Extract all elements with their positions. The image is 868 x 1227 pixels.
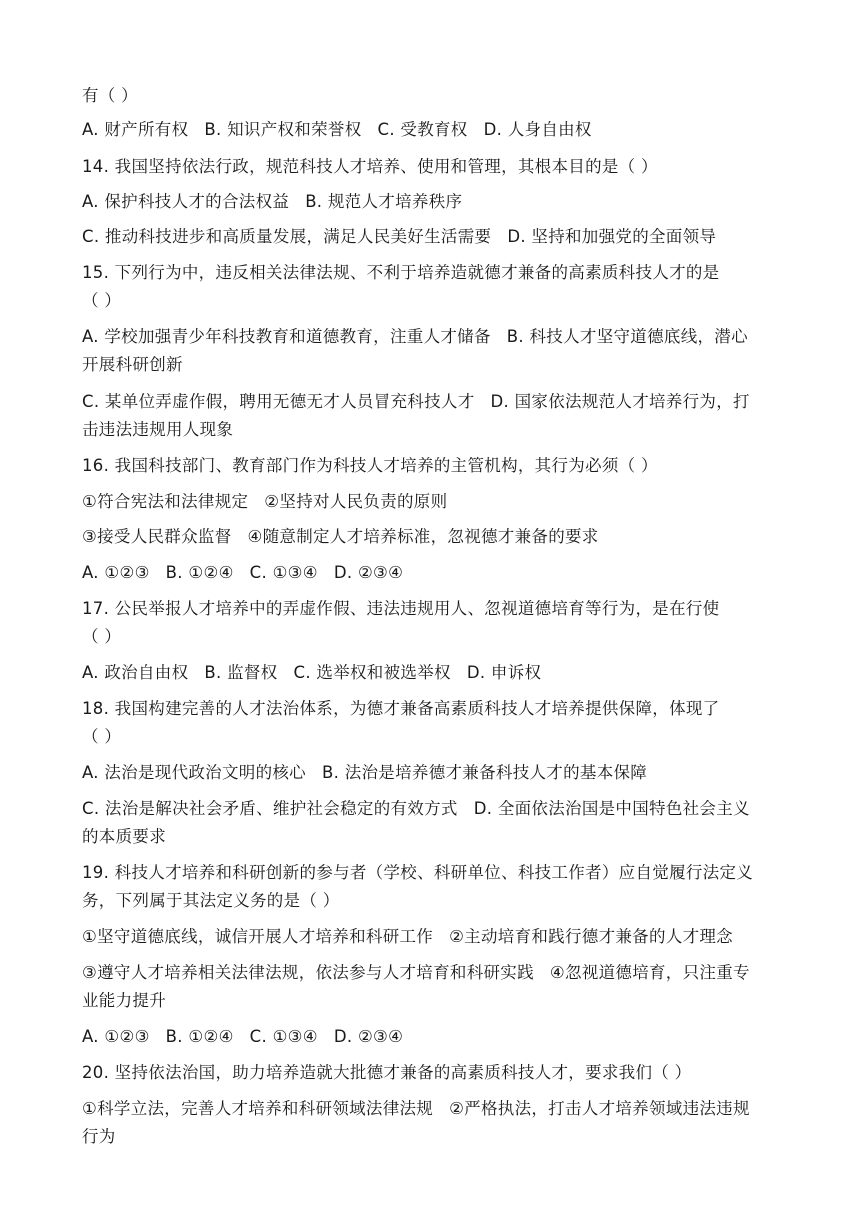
option-text: B. 规范人才培养秩序 bbox=[305, 192, 463, 211]
option-text: B. 知识产权和荣誉权 bbox=[204, 120, 362, 139]
option-text: A. 法治是现代政治文明的核心 bbox=[82, 763, 306, 782]
text-line: 18. 我国构建完善的人才法治体系，为德才兼备高素质科技人才培养提供保障，体现了 bbox=[82, 699, 720, 718]
option-text: ①符合宪法和法律规定 bbox=[82, 492, 249, 511]
text-line bbox=[82, 524, 792, 550]
text-line bbox=[82, 924, 792, 950]
option-text: ①科学立法，完善人才培养和科研领域法律法规 bbox=[82, 1099, 434, 1118]
text-line: 的本质要求 bbox=[82, 827, 166, 846]
option-text: A. 保护科技人才的合法权益 bbox=[82, 192, 290, 211]
text-line: 14. 我国坚持依法行政，规范科技人才培养、使用和管理，其根本目的是（ ） bbox=[82, 157, 658, 176]
option-text: ③遵守人才培养相关法律法规，依法参与人才培育和科研实践 bbox=[82, 963, 534, 982]
option-text: C. 某单位弄虚作假，聘用无德无才人员冒充科技人才 bbox=[82, 392, 475, 411]
option-text: C. ①③④ bbox=[249, 1027, 318, 1046]
text-line: 务，下列属于其法定义务的是（ ） bbox=[82, 891, 340, 910]
text-line: 15. 下列行为中，违反相关法律法规、不利于培养造就德才兼备的高素质科技人才的是 bbox=[82, 263, 720, 282]
text-line bbox=[82, 796, 792, 822]
text-line: 20. 坚持依法治国，助力培养造就大批德才兼备的高素质科技人才，要求我们（ ） bbox=[82, 1063, 692, 1082]
text-line: 有（ ） bbox=[82, 86, 138, 105]
option-text: ②坚持对人民负责的原则 bbox=[264, 492, 448, 511]
option-text: C. 推动科技进步和高质量发展，满足人民美好生活需要 bbox=[82, 227, 492, 246]
text-line: 19. 科技人才培养和科研创新的参与者（学校、科研单位、科技工作者）应自觉履行法定义 bbox=[82, 863, 754, 882]
option-text: B. 法治是培养德才兼备科技人才的基本保障 bbox=[322, 763, 648, 782]
text-line: 业能力提升 bbox=[82, 991, 166, 1010]
text-line bbox=[82, 560, 792, 586]
text-line bbox=[82, 117, 792, 143]
text-line: 开展科研创新 bbox=[82, 355, 183, 374]
text-line bbox=[82, 1096, 792, 1122]
option-text: C. 法治是解决社会矛盾、维护社会稳定的有效方式 bbox=[82, 799, 458, 818]
option-text: A. 学校加强青少年科技教育和道德教育，注重人才储备 bbox=[82, 327, 491, 346]
option-text: C. 选举权和被选举权 bbox=[293, 663, 451, 682]
option-text: A. 财产所有权 bbox=[82, 120, 189, 139]
option-text: D. 坚持和加强党的全面领导 bbox=[507, 227, 717, 246]
text-line bbox=[82, 960, 792, 986]
option-text: A. ①②③ bbox=[82, 563, 150, 582]
option-text: D. 全面依法治国是中国特色社会主义 bbox=[473, 799, 750, 818]
text-line bbox=[82, 660, 792, 686]
text-line bbox=[82, 489, 792, 515]
option-text: D. ②③④ bbox=[333, 1027, 404, 1046]
text-line bbox=[82, 1024, 792, 1050]
option-text: C. ①③④ bbox=[249, 563, 318, 582]
text-line bbox=[82, 760, 792, 786]
option-text: B. ①②④ bbox=[165, 1027, 234, 1046]
text-line bbox=[82, 324, 792, 350]
option-text: ①坚守道德底线，诚信开展人才培养和科研工作 bbox=[82, 927, 434, 946]
option-text: A. ①②③ bbox=[82, 1027, 150, 1046]
option-text: A. 政治自由权 bbox=[82, 663, 189, 682]
option-text: B. 监督权 bbox=[204, 663, 278, 682]
option-text: ③接受人民群众监督 bbox=[82, 527, 232, 546]
text-line: 行为 bbox=[82, 1127, 116, 1146]
text-line bbox=[82, 189, 792, 215]
option-text: ②严格执法，打击人才培养领域违法违规 bbox=[449, 1099, 750, 1118]
text-line bbox=[82, 389, 792, 415]
text-line: （ ） bbox=[82, 627, 122, 646]
text-line: 击违法违规用人现象 bbox=[82, 420, 234, 439]
option-text: B. 科技人才坚守道德底线，潜心 bbox=[506, 327, 748, 346]
option-text: C. 受教育权 bbox=[377, 120, 468, 139]
option-text: ④随意制定人才培养标准，忽视德才兼备的要求 bbox=[247, 527, 599, 546]
text-line: （ ） bbox=[82, 291, 122, 310]
option-text: D. 申诉权 bbox=[466, 663, 542, 682]
option-text: D. 人身自由权 bbox=[483, 120, 592, 139]
option-text: ②主动培育和践行德才兼备的人才理念 bbox=[449, 927, 733, 946]
option-text: D. ②③④ bbox=[333, 563, 404, 582]
text-line: 16. 我国科技部门、教育部门作为科技人才培养的主管机构，其行为必须（ ） bbox=[82, 456, 658, 475]
option-text: B. ①②④ bbox=[165, 563, 234, 582]
text-line: 17. 公民举报人才培养中的弄虚作假、违法违规用人、忽视道德培育等行为，是在行使 bbox=[82, 599, 720, 618]
option-text: D. 国家依法规范人才培养行为，打 bbox=[490, 392, 750, 411]
text-line: （ ） bbox=[82, 727, 122, 746]
option-text: ④忽视道德培育，只注重专 bbox=[549, 963, 750, 982]
text-line bbox=[82, 224, 792, 250]
